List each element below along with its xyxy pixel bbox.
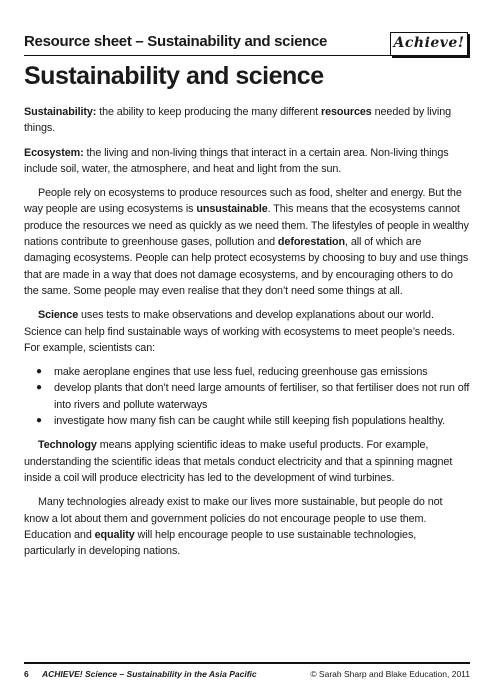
- scientists-can-list: [24, 364, 470, 429]
- paragraph-ecosystems: People rely on ecosystems to produce resources such as food, shelter and energy. But the way people are using ecosystems is unsustainable. This means that the ecosystems cannot produce the resources we need as quickly as we need them. The lifestyles of people in wealthy nations contribute to greenhouse gases, pollution and deforestation, all of which are damaging ecosystems. People can help protect ecosystems by choosing to buy and use things that are made in a way that does not damage ecosystems, and by encouraging others to do the same. Some people may even realise that they don’t need some things at all.: [24, 187, 469, 297]
- paragraph-technology: Technology means applying scientific ideas to make useful products. For example, understanding the scientific ideas that metals conduct electricity and that a spinning magnet inside a coil will produce electricity has led to the development of wind turbines.: [24, 439, 453, 484]
- footer-divider: [24, 662, 470, 664]
- copyright-notice: © Sarah Sharp and Blake Education, 2011: [310, 669, 470, 679]
- definition-ecosystem: Ecosystem: the living and non-living things that interact in a certain area. Non-living things include soil, water, the atmosphere, and heat and light from the sun.: [24, 146, 449, 175]
- definition-term: Sustainability:: [24, 106, 97, 118]
- achieve-badge: Achieve!: [390, 32, 468, 56]
- sheet-title: Resource sheet – Sustainability and science: [24, 33, 328, 50]
- paragraph-science: Science uses tests to make observations and develop explanations about our world. Science can help find sustainable ways of working with ecosystems to meet people’s needs. For example, scientists can:: [24, 309, 455, 354]
- series-title: ACHIEVE! Science – Sustainability in the Asia Pacific: [42, 669, 257, 679]
- bullet-icon: ●: [36, 415, 42, 427]
- definition-term: Ecosystem:: [24, 146, 84, 159]
- page-title: Sustainability and science: [24, 62, 324, 90]
- list-item: ● make aeroplane engines that use less fuel, reducing greenhouse gas emissions: [24, 364, 470, 380]
- list-item: ● investigate how many fish can be caught while still keeping fish populations healthy.: [24, 413, 470, 429]
- body-content: [24, 104, 470, 567]
- sheet-header: [24, 30, 468, 60]
- page-footer: [24, 662, 470, 686]
- bullet-icon: ●: [36, 382, 42, 394]
- list-item: ● develop plants that don’t need large amounts of fertiliser, so that fertiliser does not run off into rivers and pollute waterways: [36, 382, 470, 411]
- definition-sustainability: Sustainability: the ability to keep producing the many different resources needed by living things.: [24, 106, 452, 135]
- page-number: 6: [24, 669, 29, 679]
- paragraph-sustainable-technologies: Many technologies already exist to make our lives more sustainable, but people do not know a lot about them and government policies do not encourage people to use them. Education and equality will help encourage people to use sustainable technologies, particularly in developing nations.: [24, 496, 443, 558]
- bullet-icon: ●: [36, 366, 42, 378]
